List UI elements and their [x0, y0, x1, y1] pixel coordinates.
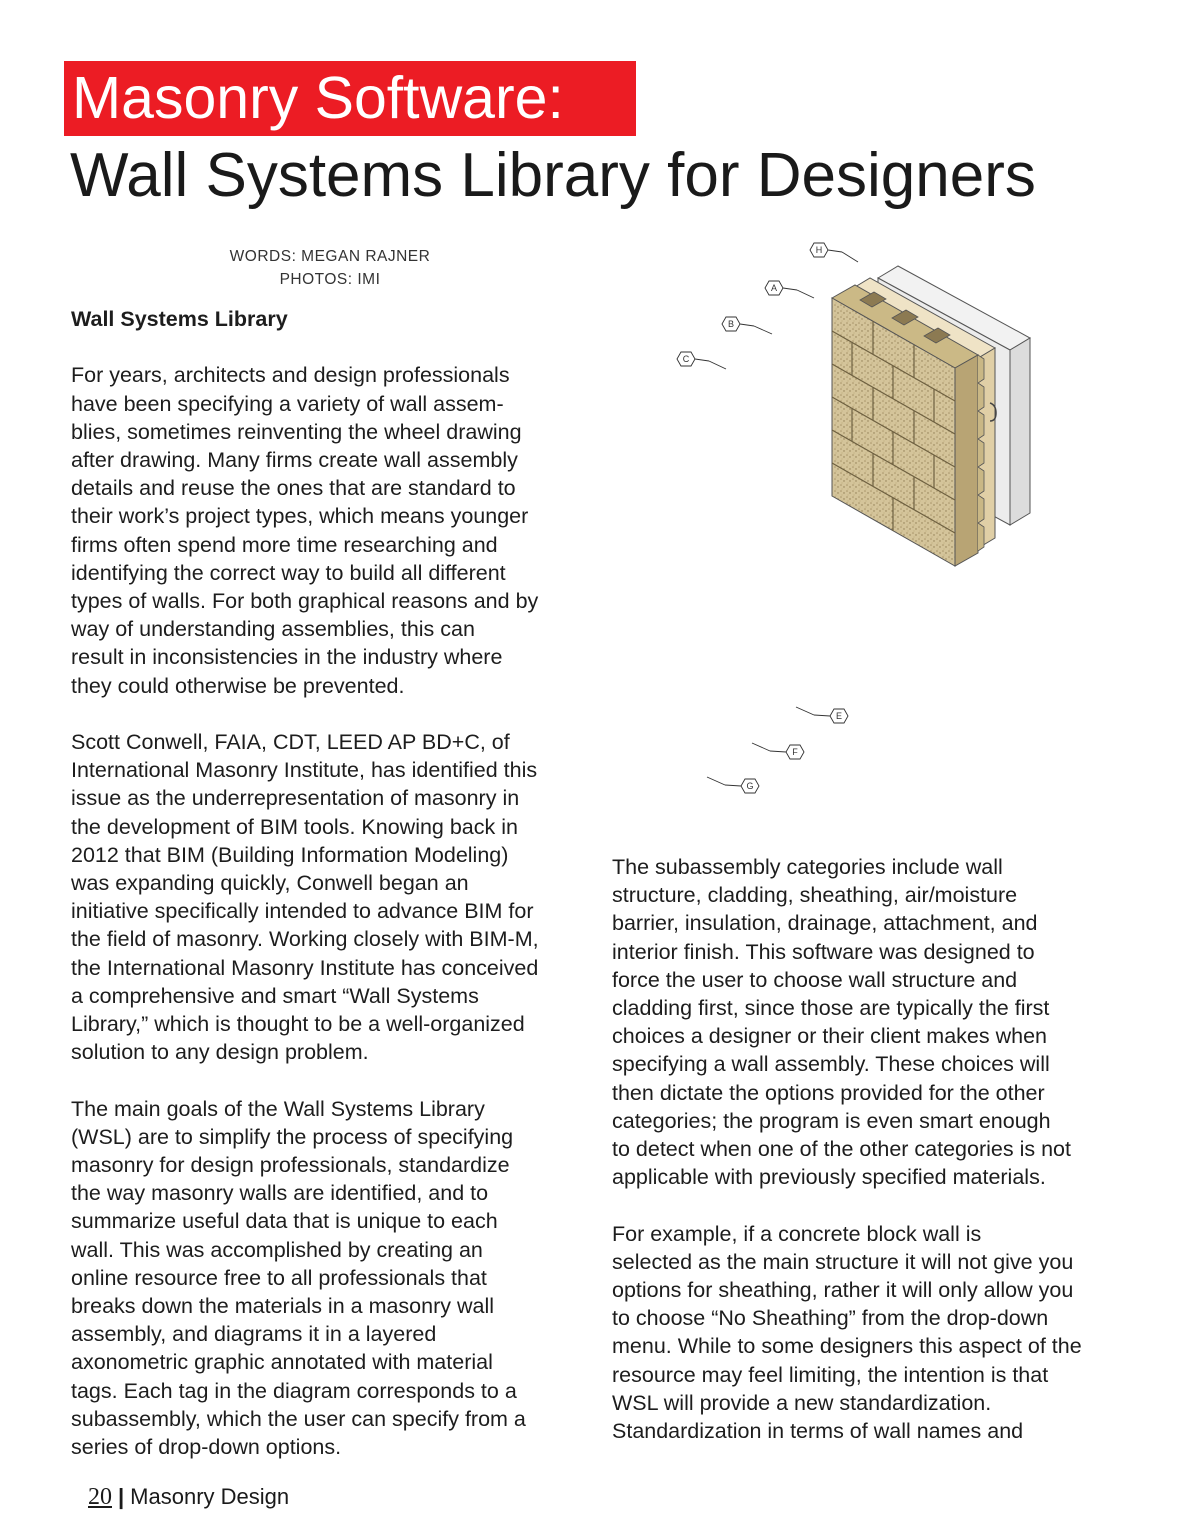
tag-a [765, 281, 814, 298]
article-title: Wall Systems Library for Designers [70, 141, 1036, 210]
section-subhead: Wall Systems Library [71, 307, 288, 331]
paragraph: Scott Conwell, FAIA, CDT, LEED AP BD+C, of International Masonry Institute, has identified this issue as the underrepresentation of masonry in the development of BIM tools. Knowing back in 2012 that BIM (Building Information Modeling) was expanding quickly, Conwell began an initiative specifically intended to advance BIM for the field of masonry. Working closely with BIM-M, the International Masonry Institute has conceived a comprehensive and smart “Wall Systems Library,” which is thought to be a well-organized solution to any design problem. [71, 730, 539, 1065]
paragraph: For example, if a concrete block wall is selected as the main structure it will not give you options for sheathing, rather it will only allow you to choose “No Sheathing” from the drop-down menu. While to some designers this aspect of the resource may feel limiting, the intention is that WSL will provide a new standardization. Standardization in terms of wall names and [612, 1221, 1082, 1444]
tag-e [796, 707, 848, 723]
article-kicker: Masonry Software: [72, 65, 564, 131]
footer-separator: | [118, 1484, 125, 1509]
tag-h [810, 243, 858, 262]
wall-assembly-diagram [660, 238, 1180, 808]
tag-g [707, 777, 759, 793]
page-number: 20 [88, 1484, 112, 1510]
tag-f [752, 743, 804, 759]
credit-photos: PHOTOS: IMI [279, 271, 381, 288]
paragraph: The main goals of the Wall Systems Library (WSL) are to simplify the process of specifying masonry for design professionals, standardize the way masonry walls are identified, and to summarize useful data that is unique to each wall. This was accomplished by creating an online resource free to all professionals that breaks down the materials in a masonry wall assembly, and diagrams it in a layered axonometric graphic annotated with material tags. Each tag in the diagram corresponds to a subassembly, which the user can specify from a series of drop-down options. [71, 1096, 526, 1460]
svg-text:G: G [746, 781, 754, 791]
svg-text:A: A [770, 283, 778, 293]
right-column [612, 853, 1152, 1473]
page-footer [88, 1484, 289, 1511]
left-column [71, 305, 591, 1489]
tag-b [722, 317, 772, 334]
svg-text:C: C [682, 354, 690, 364]
svg-text:B: B [727, 319, 735, 329]
paragraph: The subassembly categories include wall structure, cladding, sheathing, air/moisture barrier, insulation, drainage, attachment, and interior finish. This software was designed to force the user to choose wall structure and cladding first, since those are typically the first choices a designer or their client makes when specifying a wall assembly. These choices will then dictate the options provided for the other categories; the program is even smart enough to detect when one of the other categories is not applicable with previously specified materials. [612, 855, 1071, 1190]
svg-text:E: E [835, 711, 843, 721]
credit-words: WORDS: MEGAN RAJNER [229, 248, 431, 265]
svg-text:H: H [815, 245, 823, 255]
paragraph: For years, architects and design professionals have been specifying a variety of wall assem- blies, sometimes reinventing the wheel drawing after drawing. Many firms create wall assembly details and reuse the ones that are standard to their work’s project types, which means younger firms often spend more time researching and identifying the correct way to build all different types of walls. For both graphical reasons and by way of understanding assemblies, this can result in inconsistencies in the industry where they could otherwise be prevented. [71, 363, 539, 698]
article-credits [200, 245, 460, 291]
publication-name: Masonry Design [130, 1484, 290, 1509]
svg-text:F: F [792, 747, 798, 757]
tag-c [677, 352, 726, 369]
